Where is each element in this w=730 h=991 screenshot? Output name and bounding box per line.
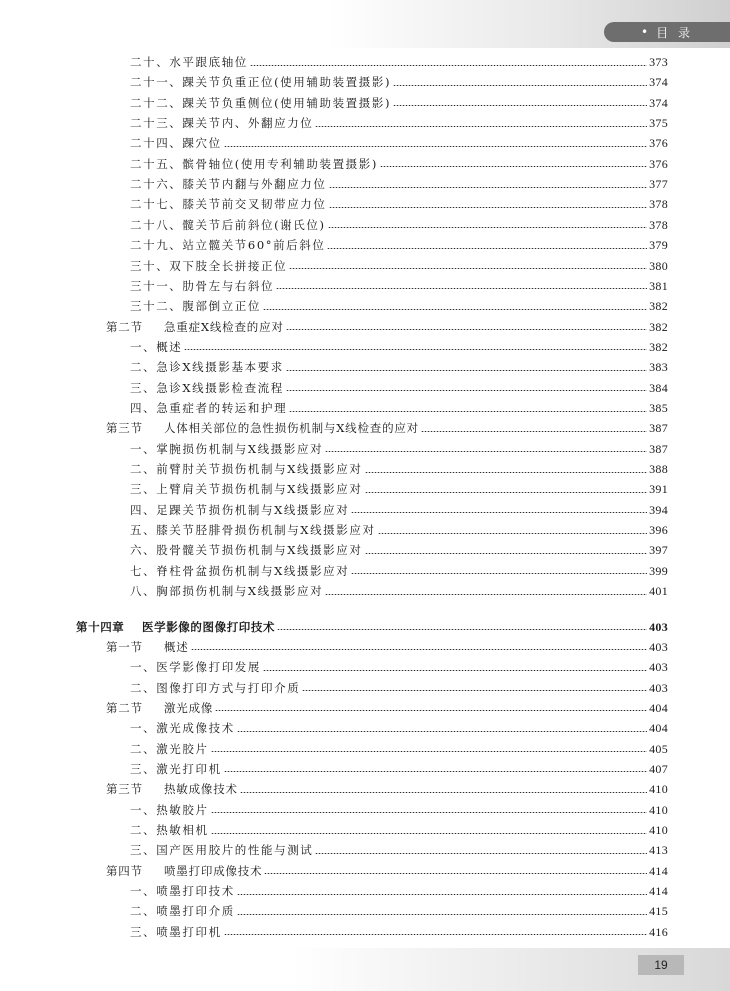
toc-entry-title: 六、股骨髋关节损伤机制与X线摄影应对 [130, 543, 363, 558]
dot-leader [378, 533, 648, 534]
toc-item-entry [130, 378, 668, 398]
toc-entry-title: 一、医学影像打印发展 [130, 660, 261, 675]
toc-entry-label [130, 718, 235, 738]
toc-entry-page: 387 [649, 421, 668, 436]
toc-item-entry [130, 500, 668, 520]
toc-item-entry [130, 398, 668, 418]
toc-entry-page: 404 [649, 700, 668, 715]
toc-entry-title: 三十一、肋骨左与右斜位 [130, 278, 275, 293]
toc-entry-page: 399 [649, 563, 668, 578]
toc-entry-page: 414 [649, 884, 668, 898]
dot-leader [289, 411, 647, 412]
toc-entry-title: 急重症X线检查的应对 [164, 319, 284, 334]
toc-entry-number: 第二节 [106, 319, 143, 334]
toc-entry-label [130, 256, 287, 276]
dot-leader [263, 670, 647, 671]
toc-entry-label [130, 922, 222, 942]
toc-entry-page: 394 [649, 502, 668, 517]
toc-entry-page: 388 [649, 462, 668, 476]
toc-item-entry [130, 357, 668, 377]
toc-entry-title: 二十六、膝关节内翻与外翻应力位 [130, 177, 327, 192]
dot-leader [286, 370, 647, 371]
toc-entry-title: 三、急诊X线摄影检查流程 [130, 380, 284, 395]
toc-entry-title: 人体相关部位的急性损伤机制与X线检查的应对 [164, 421, 419, 436]
toc-entry-title: 二、喷墨打印介质 [130, 904, 235, 919]
toc-entry-page: 376 [649, 156, 668, 171]
toc-entry-page: 403 [649, 660, 668, 675]
toc-entry-title: 二十一、踝关节负重正位(使用辅助装置摄影) [130, 75, 392, 90]
dot-leader [393, 105, 647, 106]
toc-entry-page: 391 [649, 482, 668, 497]
dot-leader [191, 649, 647, 650]
toc-item-entry [130, 820, 668, 840]
toc-entry-label [130, 154, 378, 174]
toc-entry-title: 三、喷墨打印机 [130, 924, 222, 939]
dot-leader [393, 85, 647, 86]
dot-leader [237, 914, 647, 915]
toc-entry-title: 三、国产医用胶片的性能与测试 [130, 843, 314, 858]
toc-section-entry [106, 418, 668, 438]
toc-entry-label [130, 820, 209, 840]
toc-item-entry [130, 459, 668, 479]
toc-item-entry [130, 215, 668, 235]
toc-entry-page: 383 [649, 360, 668, 375]
toc-item-entry [130, 881, 668, 901]
toc-entry-title: 三十、双下肢全长拼接正位 [130, 258, 288, 273]
toc-entry-label [130, 378, 284, 398]
toc-item-entry [130, 133, 668, 153]
toc-item-entry [130, 235, 668, 255]
toc-item-entry [130, 93, 668, 113]
toc-item-entry [130, 154, 668, 174]
toc-entry-title: 二十、水平跟底轴位 [130, 55, 248, 69]
toc-entry-label [130, 739, 209, 759]
toc-entry-title: 二十二、踝关节负重侧位(使用辅助装置摄影) [130, 95, 392, 110]
toc-item-entry [130, 901, 668, 921]
toc-entry-label [130, 113, 313, 133]
dot-leader [286, 329, 647, 330]
toc-entry-page: 405 [649, 741, 668, 756]
toc-entry-title: 二、热敏相机 [130, 823, 209, 837]
toc-item-entry [130, 540, 668, 560]
toc-entry-title: 一、喷墨打印技术 [130, 884, 235, 898]
bullet-icon: • [641, 25, 649, 39]
dot-leader [329, 187, 648, 188]
toc-entry-title: 三、上臂肩关节损伤机制与X线摄影应对 [130, 482, 363, 497]
toc-entry-page: 373 [649, 55, 668, 69]
dot-leader [315, 853, 647, 854]
toc-entry-title: 四、足踝关节损伤机制与X线摄影应对 [130, 502, 350, 517]
dot-leader [277, 629, 647, 630]
toc-entry-title: 概述 [164, 639, 189, 654]
toc-entry-label [130, 581, 323, 601]
toc-entry-page: 385 [649, 401, 668, 415]
toc-entry-title: 二、激光胶片 [130, 741, 209, 756]
toc-item-entry [130, 296, 668, 316]
toc-section-entry [106, 779, 668, 799]
toc-section-entry [106, 637, 668, 657]
toc-entry-label [106, 779, 238, 799]
section-label: 目 录 [656, 25, 693, 40]
toc-entry-page: 374 [649, 75, 668, 90]
toc-entry-title: 热敏成像技术 [164, 782, 238, 797]
toc-entry-label [130, 133, 222, 153]
toc-entry-number: 第三节 [106, 421, 143, 436]
dot-leader [240, 792, 647, 793]
toc-item-entry [130, 922, 668, 942]
dot-leader [421, 431, 647, 432]
toc-entry-label [130, 881, 235, 901]
toc-entry-label [106, 698, 213, 718]
toc-section-entry [106, 317, 668, 337]
toc-entry-page: 410 [649, 782, 668, 797]
toc-entry-label [130, 800, 209, 820]
toc-entry-label [106, 861, 262, 881]
toc-entry-page: 378 [649, 217, 668, 232]
dot-leader [276, 288, 647, 289]
toc-entry-page: 387 [649, 441, 668, 456]
toc-entry-label [130, 540, 363, 560]
toc-entry-page: 403 [649, 619, 668, 634]
dot-leader [211, 833, 647, 834]
toc-entry-page: 380 [649, 258, 668, 273]
toc-entry-label [130, 174, 327, 194]
toc-item-entry [130, 561, 668, 581]
toc-entry-label [130, 459, 363, 479]
dot-leader [328, 227, 648, 228]
toc-entry-title: 五、膝关节胫腓骨损伤机制与X线摄影应对 [130, 523, 376, 538]
toc-item-entry [130, 52, 668, 72]
dot-leader [224, 934, 647, 935]
dot-leader [327, 248, 647, 249]
toc-entry-page: 414 [649, 863, 668, 878]
toc-entry-title: 喷墨打印成像技术 [164, 863, 263, 878]
dot-leader [263, 309, 647, 310]
toc-item-entry [130, 276, 668, 296]
toc-entry-page: 382 [649, 339, 668, 354]
toc-entry-page: 375 [649, 116, 668, 131]
toc-entry-label [130, 194, 327, 214]
toc-entry-number: 第三节 [106, 782, 143, 797]
toc-entry-title: 二十七、膝关节前交叉韧带应力位 [130, 197, 327, 212]
toc-item-entry [130, 72, 668, 92]
toc-entry-label [130, 72, 391, 92]
toc-entry-label [130, 759, 222, 779]
dot-leader [211, 812, 647, 813]
toc-entry-page: 416 [649, 924, 668, 939]
toc-entry-page: 376 [649, 136, 668, 151]
toc-entry-page: 413 [649, 843, 668, 858]
toc-entry-label [130, 93, 391, 113]
toc-entry-label [130, 398, 287, 418]
dot-leader [365, 472, 648, 473]
dot-leader [351, 573, 647, 574]
toc-item-entry [130, 678, 668, 698]
toc-entry-title: 二、前臂肘关节损伤机制与X线摄影应对 [130, 462, 363, 476]
toc-entry-label [130, 215, 326, 235]
toc-entry-page: 404 [649, 721, 668, 736]
toc-entry-page: 384 [649, 380, 668, 395]
dot-leader [237, 894, 647, 895]
page-number: 19 [638, 955, 684, 975]
dot-leader [365, 553, 648, 554]
toc-entry-label [130, 357, 284, 377]
toc-entry-number: 第二节 [106, 700, 143, 715]
toc-entry-label [130, 296, 261, 316]
toc-entry-title: 激光成像 [164, 700, 214, 715]
toc-entry-title: 二、图像打印方式与打印介质 [130, 680, 301, 695]
toc-entry-label [106, 637, 189, 657]
dot-leader [184, 349, 647, 350]
toc-entry-label [106, 317, 284, 337]
toc-entry-page: 396 [649, 523, 668, 538]
toc-entry-title: 三十二、腹部倒立正位 [130, 299, 261, 314]
toc-entry-title: 二十八、髋关节后前斜位(谢氏位) [130, 217, 326, 232]
toc-item-entry [130, 479, 668, 499]
toc-entry-title: 二十三、踝关节内、外翻应力位 [130, 116, 314, 131]
toc-entry-title: 一、激光成像技术 [130, 721, 235, 736]
toc-entry-label [76, 617, 275, 637]
toc-entry-label [130, 561, 349, 581]
toc-entry-page: 377 [649, 177, 668, 192]
toc-entry-page: 401 [649, 584, 668, 599]
toc-entry-page: 403 [649, 680, 668, 695]
toc-item-entry [130, 657, 668, 677]
toc-item-entry [130, 739, 668, 759]
toc-item-entry [130, 581, 668, 601]
dot-leader [351, 512, 647, 513]
toc-entry-label [130, 657, 261, 677]
toc-entry-title: 七、脊柱骨盆损伤机制与X线摄影应对 [130, 563, 350, 578]
toc-entry-title: 医学影像的图像打印技术 [142, 619, 276, 634]
toc-entry-page: 407 [649, 761, 668, 776]
toc-entry-page: 410 [649, 802, 668, 817]
toc-entry-title: 二十四、踝穴位 [130, 136, 222, 151]
toc-entry-title: 一、热敏胶片 [130, 802, 209, 817]
toc-section-entry [106, 698, 668, 718]
toc-entry-label [130, 678, 300, 698]
toc-entry-label [130, 52, 248, 72]
toc-entry-page: 403 [649, 639, 668, 654]
toc-item-entry [130, 718, 668, 738]
dot-leader [211, 751, 647, 752]
toc-entry-page: 374 [649, 95, 668, 110]
dot-leader [329, 207, 648, 208]
toc-entry-title: 四、急重症者的转运和护理 [130, 401, 288, 415]
dot-leader [224, 771, 647, 772]
toc-entry-label [130, 235, 325, 255]
toc-entry-label [130, 901, 235, 921]
toc-entry-title: 二十九、站立髋关节60°前后斜位 [130, 238, 326, 253]
toc-entry-title: 二十五、髌骨轴位(使用专利辅助装置摄影) [130, 156, 378, 171]
toc-section-entry [106, 861, 668, 881]
toc-entry-number: 第四节 [106, 863, 143, 878]
dot-leader [264, 873, 647, 874]
toc-entry-title: 八、胸部损伤机制与X线摄影应对 [130, 584, 324, 599]
toc-entry-label [130, 479, 363, 499]
toc-entry-page: 381 [649, 278, 668, 293]
toc-entry-number: 第十四章 [76, 619, 125, 634]
toc-entry-label [130, 500, 349, 520]
dot-leader [286, 390, 647, 391]
toc-entry-label [106, 418, 419, 438]
toc-entry-number: 第一节 [106, 639, 143, 654]
toc-item-entry [130, 256, 668, 276]
dot-leader [250, 65, 647, 66]
toc-entry-page: 378 [649, 197, 668, 212]
toc-entry-title: 二、急诊X线摄影基本要求 [130, 360, 284, 375]
dot-leader [380, 166, 647, 167]
toc-entry-label [130, 520, 376, 540]
toc-item-entry [130, 759, 668, 779]
toc-chapter-entry [76, 617, 668, 637]
toc-entry-label [130, 276, 274, 296]
toc-item-entry [130, 520, 668, 540]
toc-item-entry [130, 439, 668, 459]
footer-band [0, 948, 730, 991]
toc-entry-title: 三、激光打印机 [130, 761, 222, 776]
toc-entry-page: 382 [649, 299, 668, 314]
dot-leader [302, 690, 647, 691]
toc-entry-title: 一、掌腕损伤机制与X线摄影应对 [130, 441, 324, 456]
toc-entry-page: 410 [649, 823, 668, 837]
toc-item-entry [130, 194, 668, 214]
toc-entry-page: 415 [649, 904, 668, 919]
toc-item-entry [130, 840, 668, 860]
dot-leader [215, 710, 647, 711]
dot-leader [237, 731, 647, 732]
toc-item-entry [130, 174, 668, 194]
toc-item-entry [130, 800, 668, 820]
toc-entry-page: 397 [649, 543, 668, 558]
toc-item-entry [130, 337, 668, 357]
dot-leader [315, 126, 647, 127]
section-tab [604, 22, 730, 42]
toc-entry-title: 一、概述 [130, 339, 183, 354]
dot-leader [325, 594, 647, 595]
dot-leader [365, 492, 648, 493]
toc-entry-label [130, 840, 313, 860]
dot-leader [289, 268, 647, 269]
toc-entry-label [130, 439, 323, 459]
toc-entry-page: 382 [649, 319, 668, 334]
dot-leader [224, 146, 647, 147]
toc-item-entry [130, 113, 668, 133]
dot-leader [325, 451, 647, 452]
toc-entry-label [130, 337, 182, 357]
toc-entry-page: 379 [649, 238, 668, 253]
